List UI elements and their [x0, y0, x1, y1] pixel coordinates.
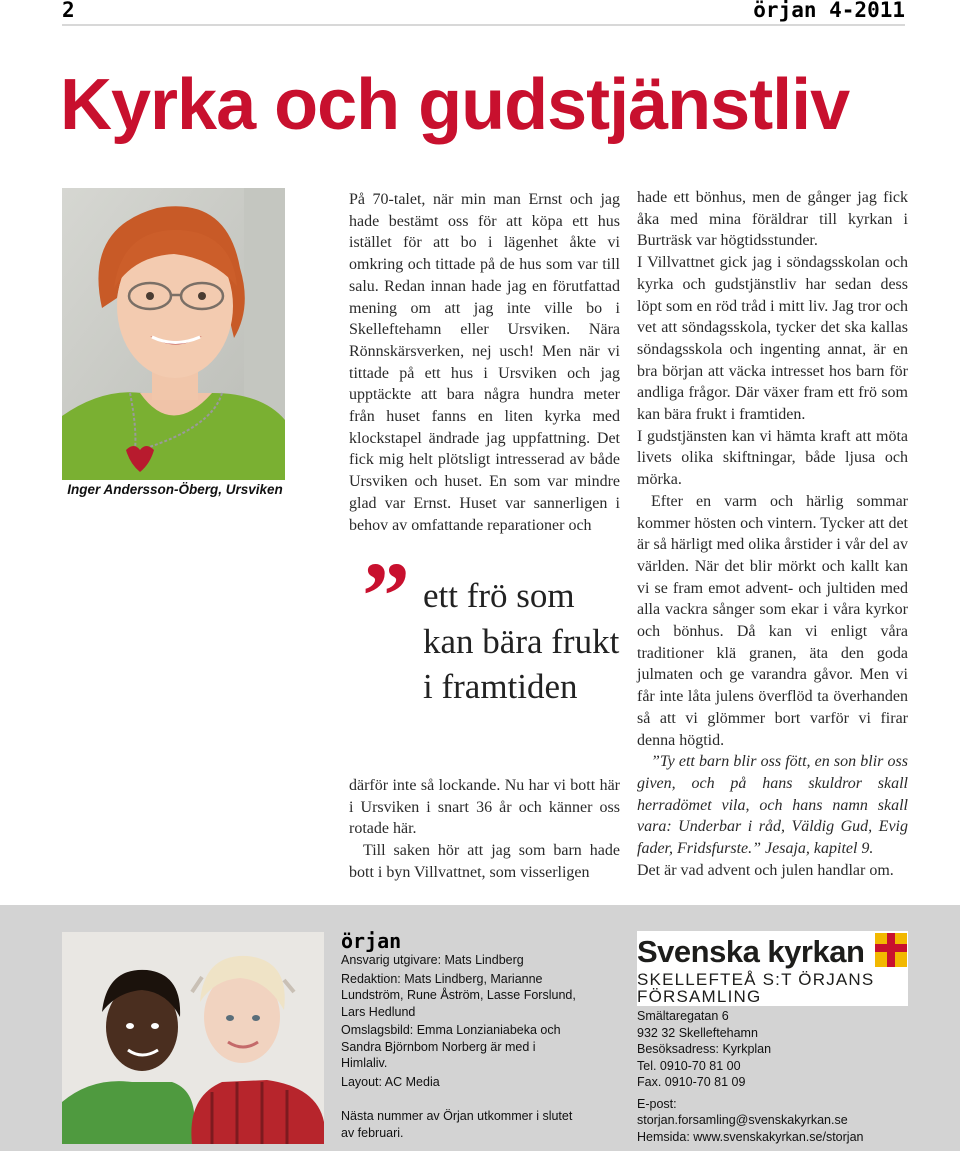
photo-caption: Inger Andersson-Öberg, Ursviken — [67, 482, 283, 497]
article-column-1-continued — [349, 775, 620, 884]
svenska-kyrkan-logo — [637, 931, 908, 1006]
phone-number: Tel. 0910-70 81 00 — [637, 1058, 741, 1073]
masthead-title: örjan — [341, 929, 402, 953]
email-address[interactable]: storjan.forsamling@svenskakyrkan.se — [637, 1113, 848, 1127]
publisher: Ansvarig utgivare: Mats Lindberg — [341, 953, 524, 967]
article-paragraph: I Villvattnet gick jag i söndagsskolan och kyrka och gudstjänstliv har sedan dess löpt som en röd tråd i mitt liv. Jag tror och vet att söndagsskola, tycker det ska kallas söndagsskola och ingenting annat, är en bra början att väcka intresset hos barn för andliga frågor. Där växer fram ett frö som kan bära frukt i framtiden. — [637, 254, 908, 424]
cover-photo-illustration — [62, 932, 324, 1144]
contact-info — [637, 1008, 927, 1145]
article-column-1 — [349, 189, 620, 536]
editorial-staff: Redaktion: Mats Lindberg, Marianne Lundström, Rune Åström, Lasse Forslund, Lars Hedlund — [341, 971, 576, 1019]
headline: Kyrka och gudstjänstliv — [60, 65, 850, 145]
article-paragraph: I gudstjänsten kan vi hämta kraft att möta livets olika skiftningar, både ljusa och mörka. — [637, 427, 908, 489]
cover-photo — [62, 932, 324, 1144]
article-paragraph: Det är vad advent och julen handlar om. — [637, 861, 894, 879]
imprint — [341, 930, 581, 1143]
logo-wordmark: Svenska kyrkan — [637, 934, 865, 969]
pull-quote: ett frö som kan bära frukt i framtiden — [423, 576, 620, 706]
bible-quote: ”Ty ett barn blir oss fött, en son blir oss given, och på hans skuldror skall herradömet vila, och hans namn skall vara: Underbar i råd, Väldig Gud, Evig fader, Fridsfurste.” Jesaja, kapitel 9. — [637, 753, 908, 858]
article-paragraph: Efter en varm och härlig sommar kommer hösten och vintern. Tycker att det är så härligt med olika årstider i vår del av världen. När det blir mörkt och kallt kan vi se fram emot advent- och jultiden med alla vackra sånger som ekar i våra kyrkor och bönhus. Då kan vi enligt våra traditioner klä granen, äta den goda julmaten och ge varandra gåvor. Men vi får inte låta julens överflöd ta överhanden så att vi glömmer bort varför vi firar denna högtid. — [637, 492, 908, 749]
layout-credit: Layout: AC Media — [341, 1074, 440, 1089]
cover-credit: Omslagsbild: Emma Lonzianiabeka och Sandra Björnbom Norberg är med i Himlaliv. — [341, 1023, 561, 1070]
fax-number: Fax. 0910-70 81 09 — [637, 1075, 746, 1089]
article-paragraph: hade ett bönhus, men de gånger jag fick åka med mina föräldrar till kyrkan i Burträsk var högtidsstunder. — [637, 189, 908, 250]
article-paragraph: därför inte så lockande. Nu har vi bott här i Ursviken i snart 36 år och känner oss rotade här. — [349, 777, 620, 838]
logo-parish-line-2: FÖRSAMLING — [637, 987, 762, 1006]
visiting-address: Besöksadress: Kyrkplan — [637, 1042, 772, 1056]
header-rule — [62, 24, 905, 26]
quote-mark-icon: ” — [362, 542, 410, 649]
church-cross-icon — [875, 933, 907, 967]
page-number: 2 — [62, 0, 75, 22]
portrait-illustration — [62, 188, 285, 480]
email-label: E-post: — [637, 1096, 677, 1111]
portrait-photo — [62, 188, 285, 480]
next-issue: Nästa nummer av Örjan utkommer i slutet av februari. — [341, 1109, 573, 1140]
issue-label: örjan 4-2011 — [753, 0, 905, 22]
street-address: Smältaregatan 6 — [637, 1009, 729, 1023]
article-paragraph: Till saken hör att jag som barn hade bott i byn Villvattnet, som visserligen — [349, 842, 620, 881]
article-column-2 — [637, 187, 908, 882]
article-paragraph: På 70-talet, när min man Ernst och jag hade bestämt oss för att köpa ett hus istället för att bo i lägenhet åkte vi omkring och tittade på de hus som var till salu. Redan innan hade jag en förutfattad mening om att jag inte ville bo i Skelleftehamn eller Ursviken. Nära Rönnskärsverken, nej usch! Men när vi tittade på ett hus i Ursviken och jag upptäckte att bara några hundra meter från huset fanns en liten kyrka med klockstapel ändrade jag uppfattning. Det fick mig helt plötsligt intresserad av både Ursviken och huset. En som var mindre glad var Ernst. Huset var sannerligen i behov av omfattande reparationer och — [349, 191, 620, 534]
website[interactable]: Hemsida: www.svenskakyrkan.se/storjan — [637, 1129, 864, 1144]
logo-parish-line-1: SKELLEFTEÅ S:T ÖRJANS — [637, 970, 875, 989]
postal-address: 932 32 Skelleftehamn — [637, 1025, 758, 1040]
